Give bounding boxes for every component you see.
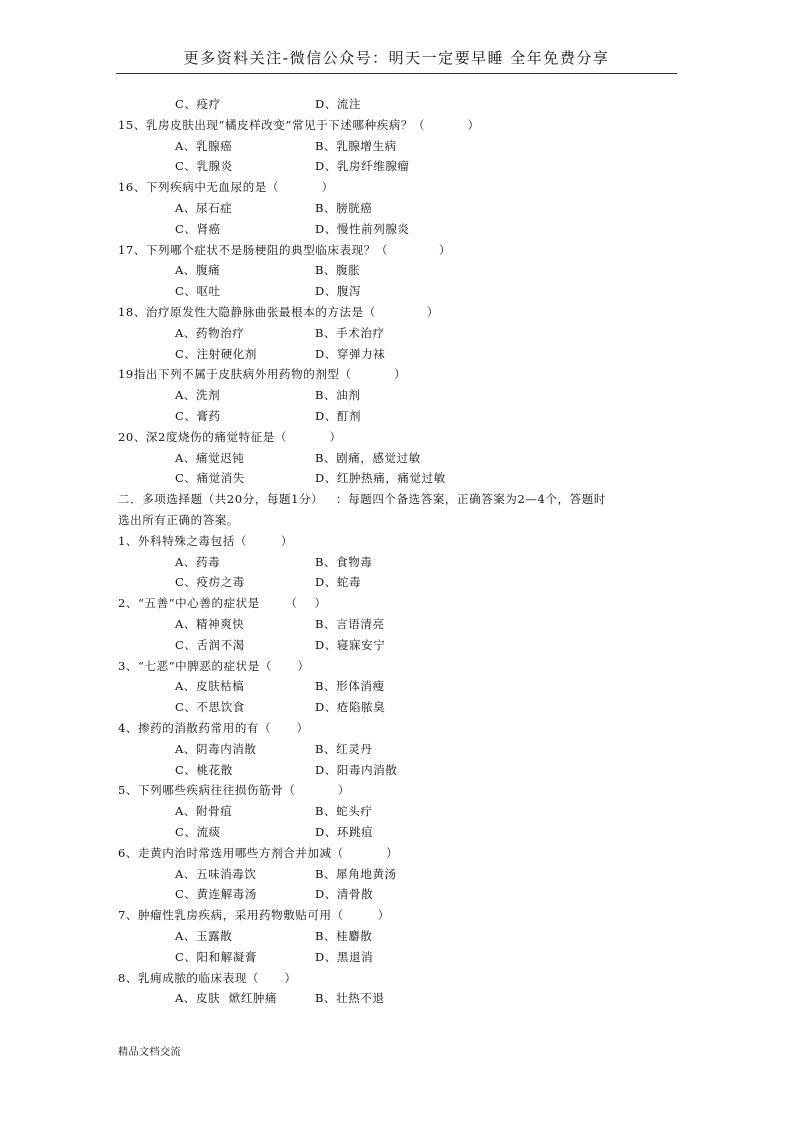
option-left: A、尿石症 — [175, 201, 233, 215]
question-text: 19指出下列不属于皮肤病外用药物的剂型（ ） — [118, 367, 407, 382]
option-right: D、酊剂 — [315, 409, 362, 423]
option-left: C、桃花散 — [175, 762, 233, 777]
option-left: C、呕吐 — [175, 284, 221, 299]
option-right: B、蛇头疔 — [315, 804, 373, 819]
option-right: D、清骨散 — [315, 887, 374, 902]
option-right: D、疮陷脓臭 — [315, 700, 386, 715]
page-header-title: 更多资料关注-微信公众号：明天一定要早睡 全年免费分享 — [183, 49, 610, 67]
option-left: A、玉露散 — [175, 929, 233, 943]
question-text: 2、“五善”中心善的症状是 （ ） — [118, 596, 327, 611]
option-right: D、蛇毒 — [315, 575, 362, 590]
question-text: 二．多项选择题（共20分，每题1分） ：每题四个备选答案，正确答案为2—4个，答题时 — [118, 492, 606, 507]
option-right: D、穿弹力袜 — [315, 346, 386, 361]
question-text: 18、治疗原发性大隐静脉曲张最根本的方法是（ ） — [118, 305, 439, 319]
option-left: A、皮肤 焮红肿痛 — [175, 991, 278, 1006]
question-text: 6、走黄内治时常选用哪些方剂合并加减（ ） — [118, 845, 399, 860]
option-right: D、环跳疽 — [315, 825, 374, 839]
option-left: C、流痰 — [175, 825, 221, 839]
question-text: 7、肿瘤性乳房疾病，采用药物敷贴可用（ ） — [118, 908, 390, 923]
option-left: C、痛觉消失 — [175, 471, 245, 486]
question-text: 8、乳痈成脓的临床表现（ ） — [118, 970, 297, 985]
option-right: B、腹胀 — [315, 263, 361, 278]
option-left: C、疫疠之毒 — [175, 575, 245, 590]
option-left: A、药毒 — [175, 554, 221, 569]
option-left: C、黄连解毒汤 — [175, 887, 257, 902]
option-right: D、慢性前列腺炎 — [315, 221, 410, 236]
option-right: B、乳腺增生病 — [315, 138, 397, 153]
option-left: A、洗剂 — [175, 388, 221, 403]
option-left: C、疫疗 — [175, 97, 221, 111]
option-left: A、五味消毒饮 — [175, 866, 257, 881]
option-right: B、犀角地黄汤 — [315, 866, 397, 881]
option-left: A、阴毒内消散 — [175, 741, 257, 756]
question-text: 选出所有正确的答案。 — [118, 513, 239, 527]
question-text: 15、乳房皮肤出现“橘皮样改变”常见于下述哪种疾病？（ ） — [118, 117, 480, 132]
option-left: C、注射硬化剂 — [175, 346, 257, 361]
option-left: C、膏药 — [175, 409, 221, 423]
option-right: B、红灵丹 — [315, 741, 373, 756]
option-left: A、附骨疽 — [175, 804, 233, 819]
option-left: A、皮肤枯槁 — [175, 679, 245, 694]
question-text: 17、下列哪个症状不是肠梗阻的典型临床表现？（ ） — [118, 242, 452, 257]
option-right: D、流注 — [315, 97, 362, 111]
option-right: D、寝寐安宁 — [315, 637, 386, 652]
option-right: D、腹泻 — [315, 284, 362, 299]
option-left: C、阳和解凝膏 — [175, 949, 257, 964]
option-right: B、形体消瘦 — [315, 679, 385, 694]
option-right: D、乳房纤维腺瘤 — [315, 159, 410, 174]
question-text: 1、外科特殊之毒包括（ ） — [118, 533, 294, 548]
option-left: A、痛觉迟钝 — [175, 450, 245, 465]
question-text: 20、深2度烧伤的痛觉特征是（ ） — [118, 429, 342, 444]
option-left: C、乳腺炎 — [175, 159, 233, 174]
option-right: D、黑退消 — [315, 949, 374, 964]
header-divider — [116, 73, 677, 74]
option-left: A、乳腺癌 — [175, 138, 233, 153]
option-right: D、阳毒内消散 — [315, 762, 398, 777]
option-left: A、药物治疗 — [175, 325, 245, 340]
option-left: A、腹痛 — [175, 263, 221, 278]
option-left: A、精神爽快 — [175, 617, 245, 631]
question-text: 5、下列哪些疾病往往损伤筋骨（ ） — [118, 783, 350, 798]
option-right: B、膀胱癌 — [315, 201, 373, 215]
option-right: B、剧痛，感觉过敏 — [315, 450, 421, 465]
question-text: 3、“七恶”中脾恶的症状是（ ） — [118, 658, 310, 673]
page-footer: 精品文档交流 — [118, 1047, 181, 1058]
option-right: B、壮热不退 — [315, 991, 385, 1006]
option-left: C、不思饮食 — [175, 700, 245, 715]
option-right: B、桂麝散 — [315, 929, 373, 943]
option-right: B、油剂 — [315, 388, 361, 403]
option-right: B、言语清亮 — [315, 617, 385, 631]
option-left: C、舌润不渴 — [175, 637, 245, 652]
option-right: D、红肿热痛，痛觉过敏 — [315, 471, 446, 486]
question-text: 4、掺药的消散药常用的有（ ） — [118, 721, 309, 735]
option-right: B、食物毒 — [315, 554, 373, 569]
option-left: C、肾癌 — [175, 221, 221, 236]
question-text: 16、下列疾病中无血尿的是（ ） — [118, 180, 334, 195]
option-right: B、手术治疗 — [315, 325, 385, 340]
